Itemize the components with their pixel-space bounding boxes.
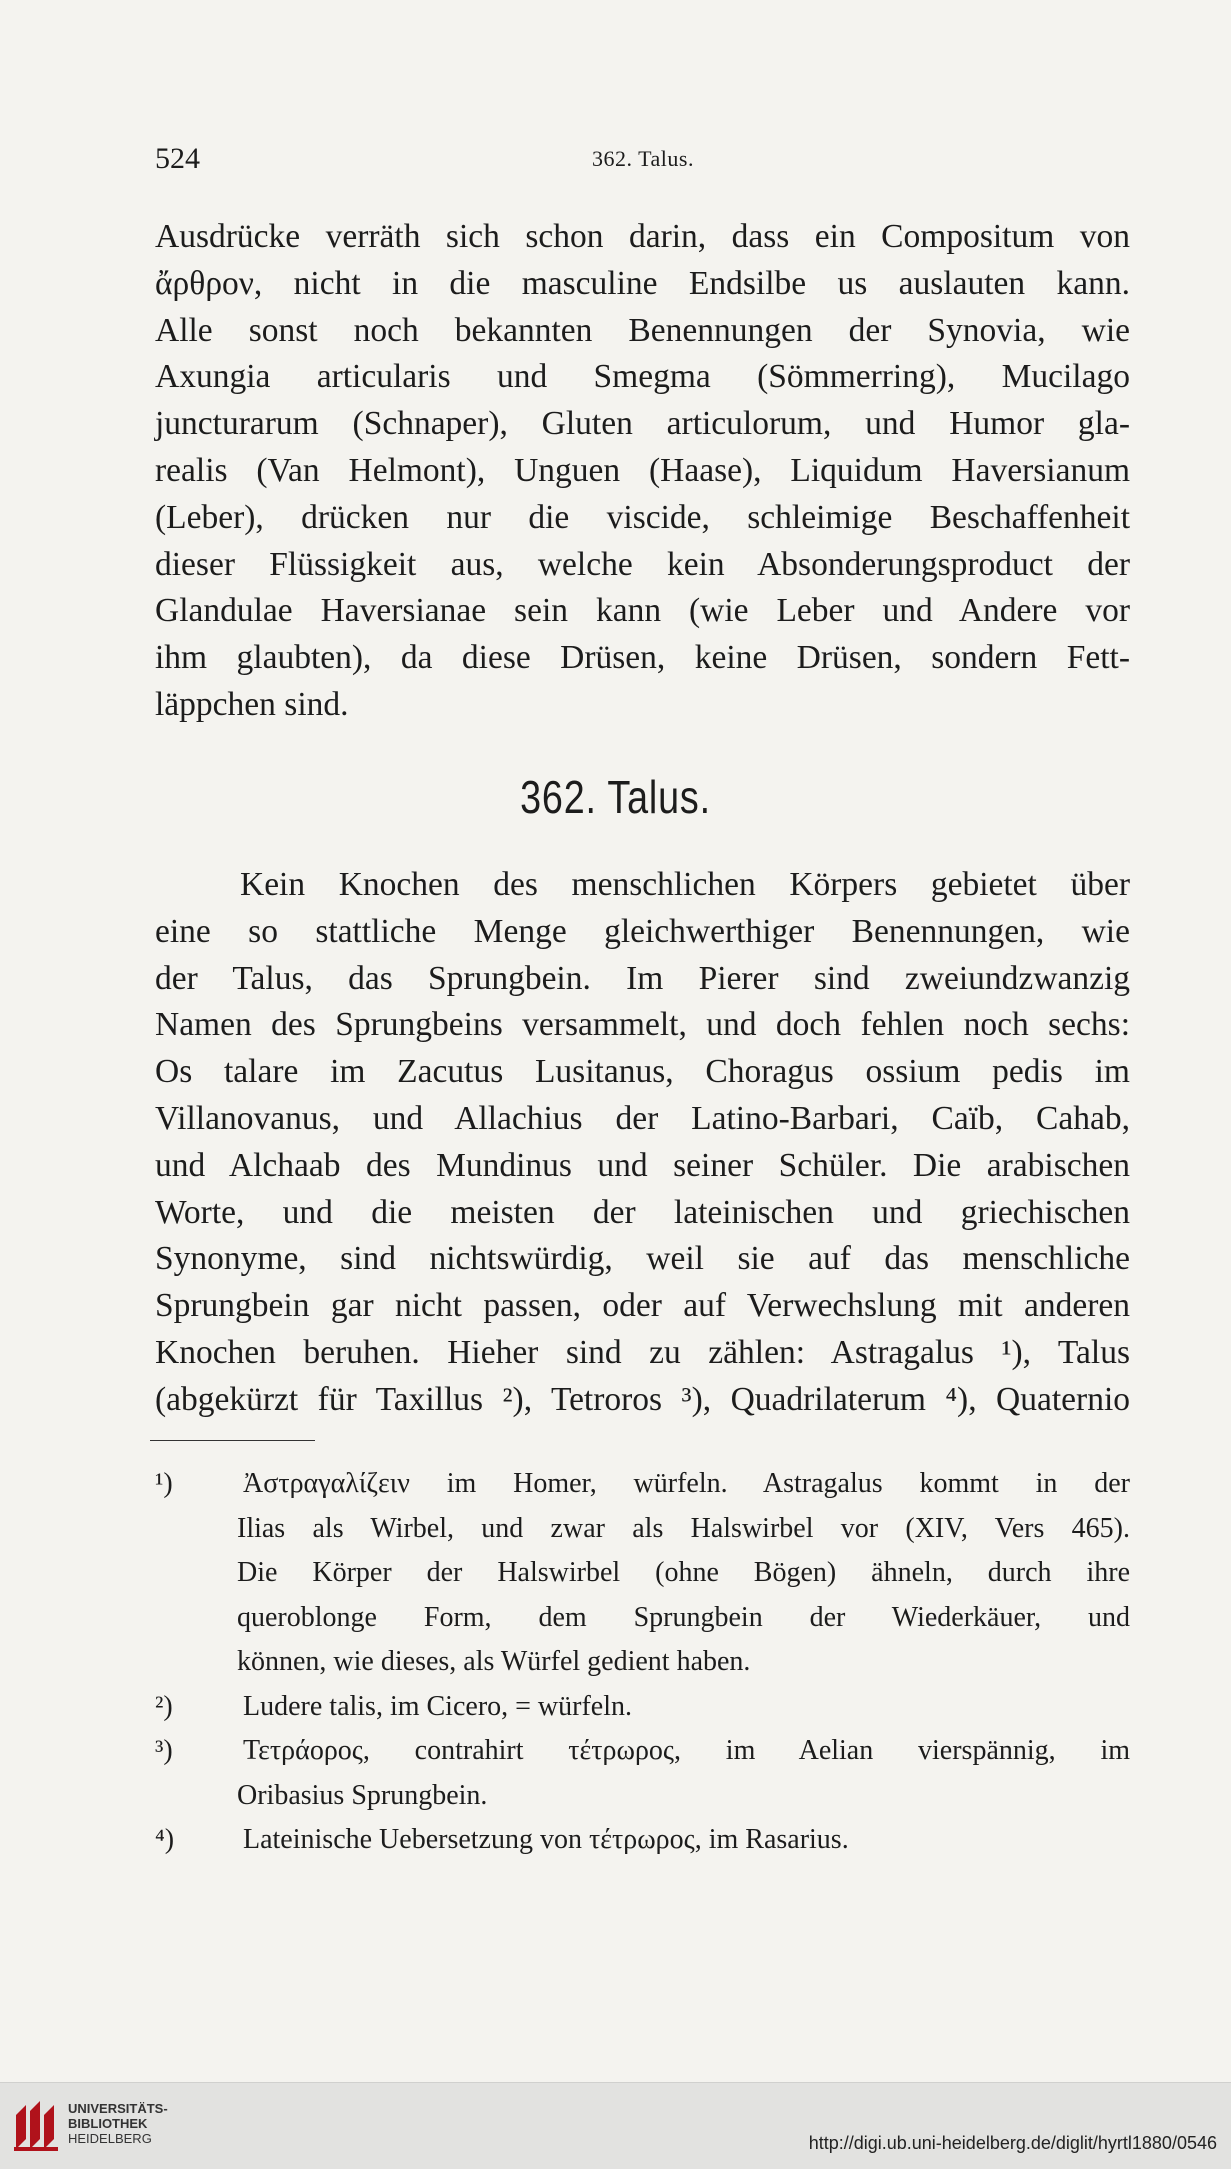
footnote-text: Lateinische Uebersetzung von τέτρωρος, im Rasarius.: [243, 1824, 849, 1855]
library-name-line: UNIVERSITÄTS-: [68, 2101, 168, 2116]
footnote-mark: ²): [155, 1690, 173, 1722]
footnote-text: Τετράορος, contrahirt τέτρωρος, im Aelian vierspännig, im: [243, 1735, 1130, 1766]
footnote-line: queroblonge Form, dem Sprungbein der Wiederkäuer, und: [237, 1601, 1130, 1633]
continuation-paragraph: [155, 214, 1130, 729]
footnotes: [155, 1462, 1130, 1863]
page-header: [155, 142, 1131, 182]
text-line: (Leber), drücken nur die viscide, schleimige Beschaffenheit: [155, 498, 1130, 536]
text-line: Worte, und die meisten der lateinischen und griechischen: [155, 1193, 1130, 1231]
text-line: Kein Knochen des menschlichen Körpers gebietet über: [240, 866, 1130, 903]
permalink-url[interactable]: http://digi.ub.uni-heidelberg.de/diglit/hyrtl1880/0546: [808, 2133, 1217, 2153]
footnote-line: [155, 1462, 1130, 1507]
footnote-mark: ³): [155, 1735, 173, 1766]
text-line: (abgekürzt für Taxillus ²), Tetroros ³), Quadrilaterum ⁴), Quaternio: [155, 1380, 1130, 1418]
text-line: dieser Flüssigkeit aus, welche kein Absonderungsproduct der: [155, 545, 1130, 583]
text-line: Axungia articularis und Smegma (Sömmerring), Mucilago: [155, 358, 1130, 396]
body-paragraph: [155, 862, 1130, 1424]
footnote-line: Die Körper der Halswirbel (ohne Bögen) ähneln, durch ihre: [237, 1557, 1130, 1588]
text-line: Villanovanus, und Allachius der Latino-Barbari, Caïb, Cahab,: [155, 1099, 1130, 1137]
footnote-rule: [150, 1440, 315, 1441]
page-number: 524: [155, 142, 200, 175]
text-line: realis (Van Helmont), Unguen (Haase), Liquidum Haversianum: [155, 451, 1130, 489]
text-line: Sprungbein gar nicht passen, oder auf Verwechslung mit anderen: [155, 1287, 1130, 1325]
library-logo-icon: [12, 2097, 60, 2153]
footnote-line: [155, 1685, 1130, 1730]
footnote-line: [155, 1818, 1130, 1863]
viewer-footer: [0, 2082, 1231, 2169]
footnote-text: Ludere talis, im Cicero, = würfeln.: [243, 1690, 633, 1722]
text-line: Alle sonst noch bekannten Benennungen der Synovia, wie: [155, 311, 1130, 349]
footnote-line: können, wie dieses, als Würfel gedient haben.: [237, 1646, 751, 1677]
text-line: ἄρθρον, nicht in die masculine Endsilbe us auslauten kann.: [155, 264, 1130, 302]
text-line: eine so stattliche Menge gleichwerthiger Benennungen, wie: [155, 912, 1130, 950]
library-name-line: HEIDELBERG: [68, 2131, 152, 2146]
footnote-line: Oribasius Sprungbein.: [237, 1779, 488, 1811]
text-line: Os talare im Zacutus Lusitanus, Choragus ossium pedis im: [155, 1053, 1130, 1091]
text-line: Synonyme, sind nichtswürdig, weil sie auf das menschliche: [155, 1240, 1130, 1278]
footnote-line: [155, 1729, 1130, 1774]
footnote-text: Ἀστραγαλίζειν im Homer, würfeln. Astragalus kommt in der: [243, 1468, 1130, 1499]
text-line: läppchen sind.: [155, 685, 349, 723]
text-line: und Alchaab des Mundinus und seiner Schüler. Die arabischen: [155, 1146, 1130, 1184]
footnote-mark: ⁴): [155, 1824, 175, 1855]
footnote-mark: ¹): [155, 1468, 173, 1499]
footnote-line: Ilias als Wirbel, und zwar als Halswirbel vor (XIV, Vers 465).: [237, 1512, 1130, 1544]
text-line: ihm glaubten), da diese Drüsen, keine Drüsen, sondern Fett-: [155, 639, 1130, 677]
running-head: 362. Talus.: [592, 146, 694, 171]
text-line: der Talus, das Sprungbein. Im Pierer sind zweiundzwanzig: [155, 959, 1130, 997]
library-name-line: BIBLIOTHEK: [68, 2116, 148, 2131]
text-line: juncturarum (Schnaper), Gluten articulorum, und Humor gla-: [155, 405, 1130, 443]
text-line: Glandulae Haversianae sein kann (wie Leber und Andere vor: [155, 592, 1130, 630]
section-title: 362. Talus.: [520, 771, 711, 823]
text-line: Ausdrücke verräth sich schon darin, dass ein Compositum von: [155, 218, 1130, 255]
text-line: Namen des Sprungbeins versammelt, und doch fehlen noch sechs:: [155, 1006, 1130, 1044]
text-line: Knochen beruhen. Hieher sind zu zählen: Astragalus ¹), Talus: [155, 1333, 1130, 1371]
library-name: [68, 2101, 168, 2146]
